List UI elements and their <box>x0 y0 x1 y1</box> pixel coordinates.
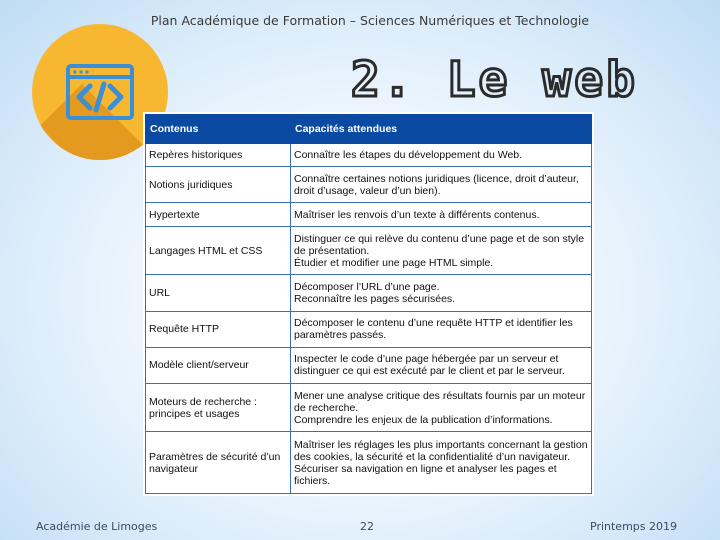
content-cell: Repères historiques <box>146 144 291 167</box>
capacity-text: Connaître les étapes du développement du Web. <box>294 149 523 162</box>
capacity-text: Distinguer ce qui relève du contenu d’une page et de son style de présentation. <box>294 232 585 257</box>
capacity-cell <box>291 167 592 203</box>
footer-page-number: 22 <box>360 520 374 533</box>
table-row <box>146 144 592 167</box>
capacity-text: Maîtriser les réglages les plus importants concernant la gestion des cookies, la sécurité et la confidentialité d’un navigateur. <box>294 438 588 463</box>
content-cell: Requête HTTP <box>146 311 291 347</box>
content-cell: Moteurs de recherche : principes et usages <box>146 383 291 432</box>
table-row <box>146 203 592 226</box>
code-browser-icon <box>66 64 134 120</box>
capacity-text: Inspecter le code d’une page hébergée par un serveur et distinguer ce qui est exécuté par le client et par le serveur. <box>294 353 565 378</box>
capacity-text: Étudier et modifier une page HTML simple. <box>294 256 494 269</box>
capacity-text: Décomposer le contenu d’une requête HTTP et identifier les paramètres passés. <box>294 317 573 342</box>
capacity-text: Reconnaître les pages sécurisées. <box>294 293 456 305</box>
table-row <box>146 383 592 432</box>
table-row <box>146 432 592 494</box>
content-cell: Paramètres de sécurité d’un navigateur <box>146 432 291 494</box>
capacity-text: Comprendre les enjeux de la publication d’informations. <box>294 413 553 426</box>
capacity-cell <box>291 432 592 494</box>
page-title: 2. Le web <box>350 52 638 108</box>
capacity-text: Sécuriser sa navigation en ligne et analyser les pages et fichiers. <box>294 462 557 487</box>
curriculum-table <box>143 112 594 496</box>
content-cell: Langages HTML et CSS <box>146 226 291 275</box>
content-cell: Hypertexte <box>146 203 291 226</box>
capacity-cell <box>291 275 592 311</box>
capacity-text: Décomposer l’URL d’une page. <box>294 281 440 293</box>
capacity-text: Mener une analyse critique des résultats fournis par un moteur de recherche. <box>294 389 586 414</box>
capacity-cell <box>291 144 592 167</box>
capacity-text: Maîtriser les renvois d’un texte à différents contenus. <box>294 208 540 221</box>
content-cell: Modèle client/serveur <box>146 347 291 383</box>
table-row <box>146 311 592 347</box>
footer-date: Printemps 2019 <box>590 520 677 533</box>
column-header-capacities: Capacités attendues <box>291 115 592 144</box>
content-cell: URL <box>146 275 291 311</box>
capacity-cell <box>291 311 592 347</box>
capacity-cell <box>291 347 592 383</box>
table-row <box>146 275 592 311</box>
table-row <box>146 347 592 383</box>
content-cell: Notions juridiques <box>146 167 291 203</box>
table-row <box>146 167 592 203</box>
footer-academy: Académie de Limoges <box>36 520 158 533</box>
capacity-cell <box>291 226 592 275</box>
column-header-contents: Contenus <box>146 115 291 144</box>
capacity-text: Connaître certaines notions juridiques (licence, droit d’auteur, droit d’usage, valeur d’un bien). <box>294 172 579 197</box>
header-subtitle: Plan Académique de Formation – Sciences Numériques et Technologie <box>150 13 590 28</box>
capacity-cell <box>291 383 592 432</box>
table-header-row <box>146 115 592 144</box>
capacity-cell <box>291 203 592 226</box>
table-row <box>146 226 592 275</box>
